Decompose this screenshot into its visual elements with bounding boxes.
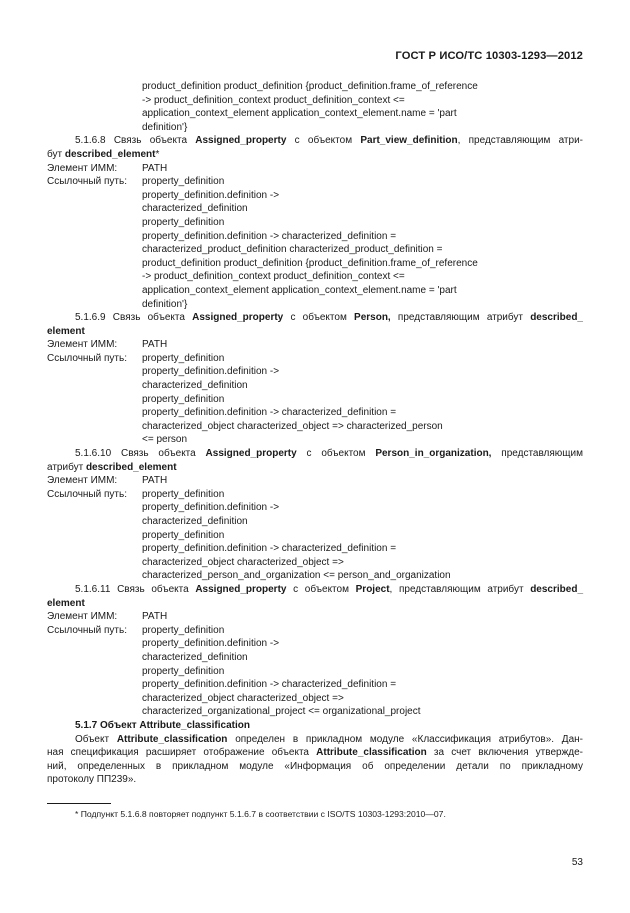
body-text-line: Объект Attribute_classification определен в прикладном модуле «Классификация атрибутов». Дан- bbox=[75, 733, 583, 745]
path-line: definition'} bbox=[142, 298, 188, 310]
imm-element-row: Элемент ИММ: PATH bbox=[47, 162, 168, 174]
path-line: characterized_product_definition characterized_product_definition = bbox=[142, 244, 443, 256]
path-line: -> product_definition_context product_definition_context <= bbox=[142, 94, 405, 106]
body-text-line: ний, определенных в прикладном модуле «Информация об определении детали по прикладному bbox=[47, 760, 583, 772]
path-line: property_definition.definition -> characterized_definition = bbox=[142, 407, 397, 419]
section-5-1-6-11-heading-cont: element bbox=[47, 597, 85, 609]
path-line: property_definition bbox=[142, 216, 225, 228]
section-5-1-6-9-heading-cont: element bbox=[47, 325, 85, 337]
path-line: characterized_definition bbox=[142, 651, 248, 663]
footnote-divider bbox=[47, 803, 111, 804]
body-text-line: ная спецификация расширяет отображение объекта Attribute_classification за счет включения утвержде- bbox=[47, 747, 583, 759]
page-number: 53 bbox=[571, 857, 583, 868]
path-line: characterized_definition bbox=[142, 380, 248, 392]
path-line: product_definition product_definition {product_definition.frame_of_reference bbox=[142, 81, 478, 92]
body-text-line: протоколу ПП239». bbox=[47, 774, 137, 786]
path-line: property_definition bbox=[142, 529, 225, 541]
path-line: property_definition.definition -> characterized_definition = bbox=[142, 543, 397, 555]
path-line: application_context_element application_context_element.name = 'part bbox=[142, 284, 457, 296]
imm-element-row: Элемент ИММ: PATH bbox=[47, 339, 168, 351]
path-line: characterized_definition bbox=[142, 203, 248, 215]
path-line: characterized_person_and_organization <= person_and_organization bbox=[142, 570, 451, 582]
path-line: property_definition.definition -> bbox=[142, 189, 280, 201]
path-line: characterized_object characterized_object => bbox=[142, 692, 344, 704]
path-line: product_definition product_definition {product_definition.frame_of_reference bbox=[142, 257, 478, 269]
imm-element-row: Элемент ИММ: PATH bbox=[47, 611, 168, 623]
section-5-1-7-heading: 5.1.7 Объект Attribute_classification bbox=[75, 719, 250, 731]
path-line: property_definition.definition -> bbox=[142, 502, 280, 514]
path-line: property_definition.definition -> characterized_definition = bbox=[142, 679, 397, 691]
document-body bbox=[47, 80, 583, 787]
path-line: definition'} bbox=[142, 121, 188, 133]
path-line: -> product_definition_context product_definition_context <= bbox=[142, 271, 405, 283]
section-5-1-6-8-heading: 5.1.6.8 Связь объекта Assigned_property с объектом Part_view_definition, представляющим атри- bbox=[75, 135, 583, 147]
section-5-1-6-11-heading: 5.1.6.11 Связь объекта Assigned_property с объектом Project, представляющим атрибут described_ bbox=[75, 583, 584, 595]
reference-path-row: Ссылочный путь: property_definition bbox=[47, 176, 225, 188]
path-line: property_definition.definition -> bbox=[142, 366, 280, 378]
reference-path-row: Ссылочный путь: property_definition bbox=[47, 624, 225, 636]
reference-path-row: Ссылочный путь: property_definition bbox=[47, 352, 225, 364]
path-line: property_definition.definition -> characterized_definition = bbox=[142, 230, 397, 242]
path-line: characterized_object characterized_object => characterized_person bbox=[142, 420, 443, 432]
path-line: application_context_element application_context_element.name = 'part bbox=[142, 108, 457, 120]
path-line: property_definition bbox=[142, 393, 225, 405]
path-line: property_definition.definition -> bbox=[142, 638, 280, 650]
footnote: * Подпункт 5.1.6.8 повторяет подпункт 5.1.6.7 в соответствии с ISO/TS 10303-1293:2010—07. bbox=[75, 809, 446, 819]
section-5-1-6-8-heading-cont: бут described_element* bbox=[47, 148, 160, 160]
section-5-1-6-10-heading: 5.1.6.10 Связь объекта Assigned_property с объектом Person_in_organization, представляющим bbox=[75, 448, 583, 460]
imm-element-row: Элемент ИММ: PATH bbox=[47, 475, 168, 487]
path-line: characterized_object characterized_object => bbox=[142, 556, 344, 568]
document-header: ГОСТ Р ИСО/ТС 10303-1293—2012 bbox=[395, 50, 583, 62]
path-line: property_definition bbox=[142, 665, 225, 677]
section-5-1-6-9-heading: 5.1.6.9 Связь объекта Assigned_property с объектом Person, представляющим атрибут described_ bbox=[75, 312, 583, 324]
section-5-1-6-10-heading-cont: атрибут described_element bbox=[47, 461, 177, 473]
path-line: characterized_definition bbox=[142, 516, 248, 527]
path-line: <= person bbox=[142, 434, 188, 446]
reference-path-row: Ссылочный путь: property_definition bbox=[47, 488, 225, 500]
path-line: characterized_organizational_project <= organizational_project bbox=[142, 706, 421, 718]
